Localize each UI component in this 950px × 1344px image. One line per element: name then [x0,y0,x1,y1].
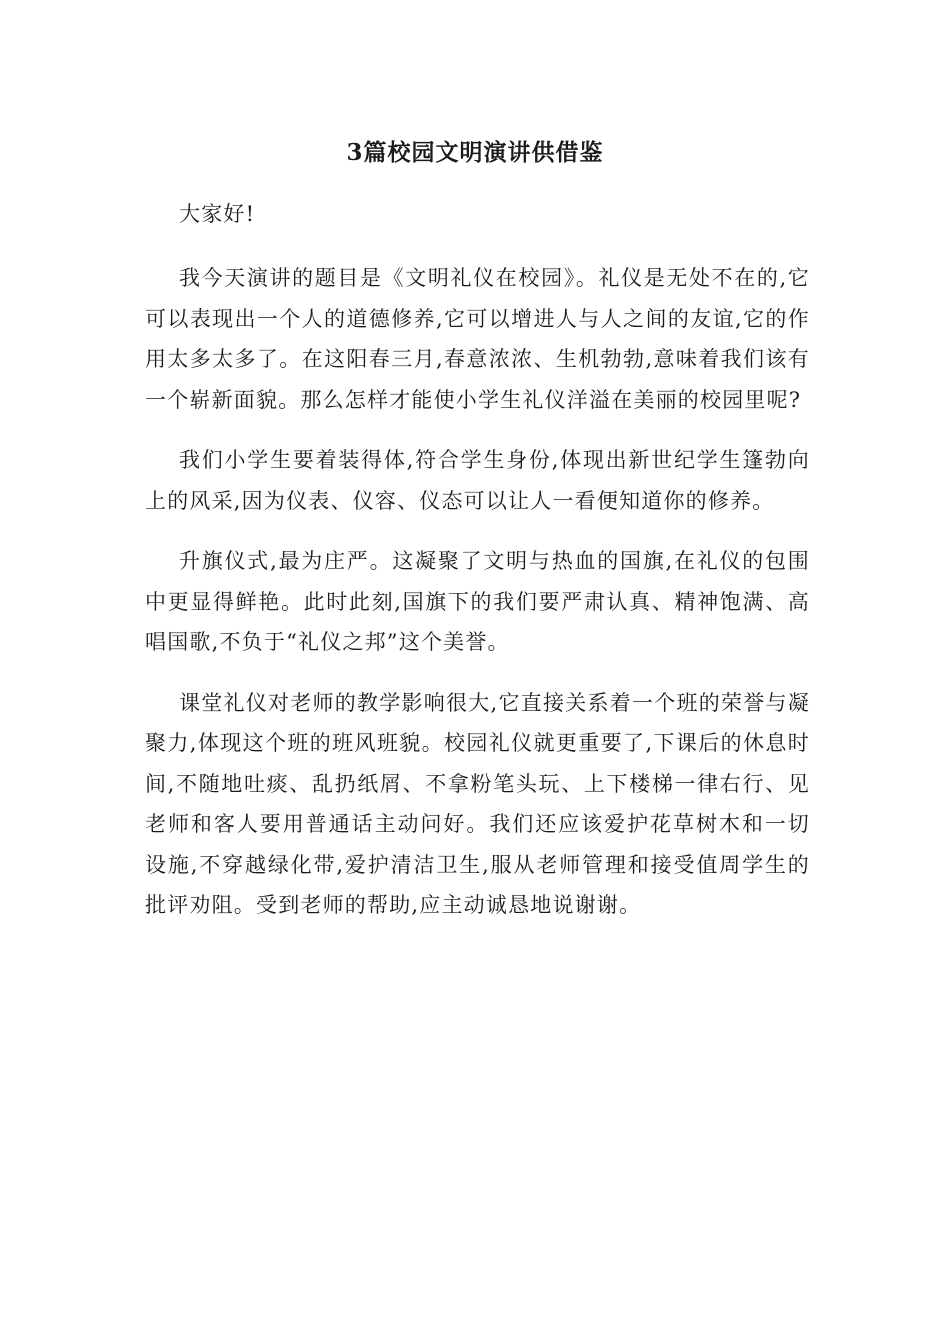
paragraph: 我今天演讲的题目是《文明礼仪在校园》。礼仪是无处不在的,它可以表现出一个人的道德修养,它可以增进人与人之间的友谊,它的作用太多太多了。在这阳春三月,春意浓浓、生机勃勃,意味着我们该有一个崭新面貌。那么怎样才能使小学生礼仪洋溢在美丽的校园里呢? [145,266,810,412]
paragraph-greeting: 大家好! [179,202,256,226]
paragraph: 升旗仪式,最为庄严。这凝聚了文明与热血的国旗,在礼仪的包围中更显得鲜艳。此时此刻,国旗下的我们要严肃认真、精神饱满、高唱国歌,不负于“礼仪之邦”这个美誉。 [145,549,810,654]
document-title: 3篇校园文明演讲供借鉴 [346,139,604,166]
document-body [145,196,810,946]
paragraph: 课堂礼仪对老师的教学影响很大,它直接关系着一个班的荣誉与凝聚力,体现这个班的班风班貌。校园礼仪就更重要了,下课后的休息时间,不随地吐痰、乱扔纸屑、不拿粉笔头玩、上下楼梯一律右行、见老师和客人要用普通话主动问好。我们还应该爱护花草树木和一切设施,不穿越绿化带,爱护清洁卫生,服从老师管理和接受值周学生的批评劝阻。受到老师的帮助,应主动诚恳地说谢谢。 [145,690,810,917]
paragraph: 我们小学生要着装得体,符合学生身份,体现出新世纪学生篷勃向上的风采,因为仪表、仪容、仪态可以让人一看便知道你的修养。 [145,448,810,513]
